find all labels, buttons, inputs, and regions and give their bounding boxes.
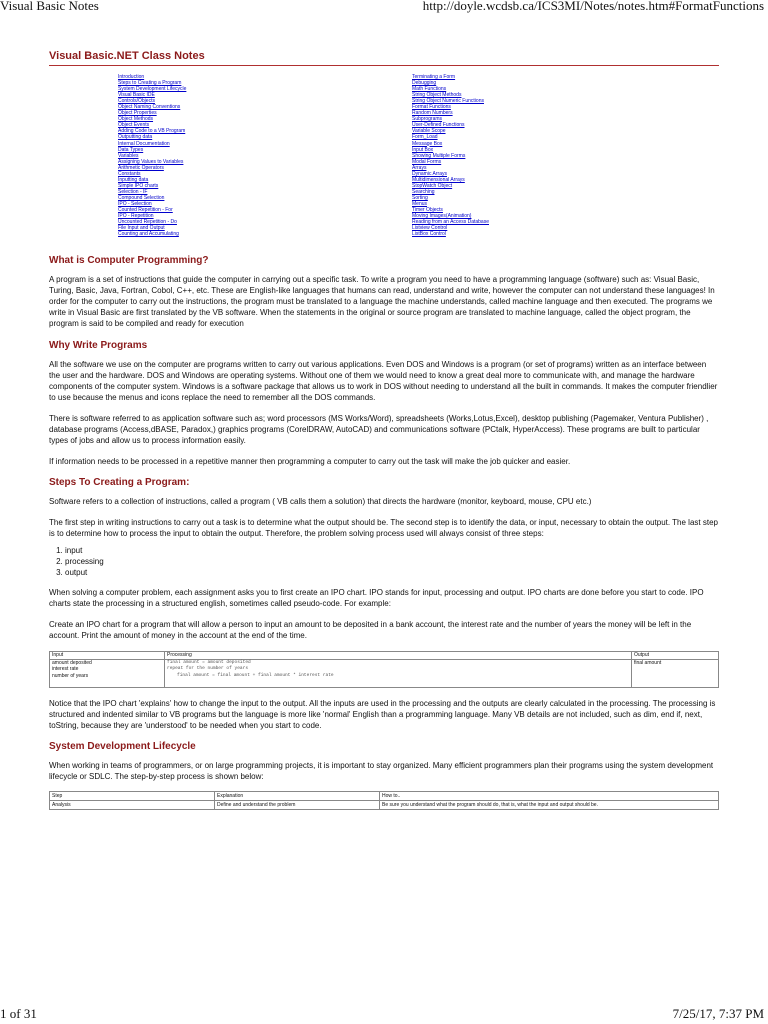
toc-link-format-functions[interactable]: Format Functions [412,104,451,111]
toc-link-reading-from-an-access-database[interactable]: Reading from an Access Database [412,219,489,226]
toc-link-outputting-data[interactable]: Outputting data [118,134,153,141]
sdlc-table [49,791,719,810]
toc-link-ipo-repetition[interactable]: IPO - Repetition [118,213,154,220]
toc-link-string-object-numeric-functions[interactable]: String Object Numeric Functions [412,98,484,105]
heading-why-write-programs: Why Write Programs [49,340,148,352]
toc-link-input-box[interactable]: Input Box [412,146,434,153]
toc-link-variable-scope[interactable]: Variable Scope [412,128,446,135]
toc-link-string-object-methods[interactable]: String Object Methods [412,92,462,99]
output-cell: final amount [632,659,719,687]
toc-link-arithmetic-operators[interactable]: Arithmetic Operators [118,164,164,171]
table-header-row [50,652,719,660]
page-count: 1 of 31 [0,1006,37,1021]
list-item: 1. input [65,545,719,556]
toc-link-ipo-selection[interactable]: IPO - Selection [118,200,152,207]
header-how-to: How to.. [380,791,719,800]
toc-link-object-events[interactable]: Object Events [118,122,150,129]
toc-link-showing-multiple-forms[interactable]: Showing Multiple Forms [412,152,466,159]
toc-link-object-methods[interactable]: Object Methods [118,116,154,123]
toc-link-menus[interactable]: Menus [412,200,428,207]
toc-link-assigning-values-to-variables[interactable]: Assigning Values to Variables [118,158,184,165]
table-of-contents [49,74,719,237]
header-step: Step [50,791,215,800]
toc-link-math-functions[interactable]: Math Functions [412,86,447,93]
toc-link-timer-objects[interactable]: Timer Objects [412,207,443,214]
ipo-chart-table [49,651,719,688]
toc-link-counted-repetition-for[interactable]: Counted Repetition - For [118,207,173,214]
toc-link-controls-objects[interactable]: Controls/Objects [118,98,155,105]
header-processing: Processing [165,652,632,660]
paragraph: There is software referred to as application software such as; word processors (MS Works/Word), spreadsheets (Works,Lotus,Excel), desktop publishing (Pagemaker, Ventura Publisher) , database programs (Access,dBASE, Paradox,) graphics programs (CorelDRAW, AutoCAD) and communications software (PCtalk, HyperAccess). These programs are built to particular types of jobs and allow us to process information easily. [49,414,709,446]
toc-left-column [49,74,412,237]
toc-link-modal-forms[interactable]: Modal Forms [412,158,442,165]
toc-link-data-types[interactable]: Data Types [118,146,144,153]
list-item: 3. output [65,567,719,578]
paragraph: If information needs to be processed in a repetitive manner then programming a computer to carry out the task will make the job quicker and easier. [49,457,571,467]
toc-link-selection-if[interactable]: Selection - IF [118,188,148,195]
table-header-row [50,791,719,800]
toc-link-sorting[interactable]: Sorting [412,194,428,201]
toc-link-user-defined-functions[interactable]: User-Defined Functions [412,122,465,129]
header-explanation: Explanation [215,791,380,800]
toc-link-introduction[interactable]: Introduction [118,74,145,80]
input-item: number of years [52,672,89,679]
toc-link-visual-basic-ide[interactable]: Visual Basic IDE [118,92,155,99]
browser-page-title: Visual Basic Notes [0,0,99,13]
toc-link-variables[interactable]: Variables [118,152,139,159]
page-url: http://doyle.wcdsb.ca/ICS3MI/Notes/notes.htm#FormatFunctions [422,0,764,13]
table-row [50,659,719,687]
paragraph: A program is a set of instructions that guide the computer in carrying out a specific task. To write a program you need to have a programming language (software) such as: Visual Basic, Turing, Basic, Java, Fortran, Cobol, C++, etc. These are English-like languages that humans can read, understand and write, however the computer can not understand these languages! In order for the computer to carry out the instructions, the program must be translated to a language the machine understands, called machine language and then executed. The programs we write in Visual Basic are first translated by the VB software. When the statements in the original or source program are translated to machine language, called the object program, the program is said to be compiled and ready for execution [49,275,715,329]
print-datetime: 7/25/17, 7:37 PM [672,1006,764,1021]
document-body [49,50,719,810]
toc-link-constants[interactable]: Constants [118,170,141,177]
toc-link-multidimensional-arrays[interactable]: Multidimensional Arrays [412,176,465,183]
header-output: Output [632,652,719,660]
toc-link-uncounted-repetition-do[interactable]: Uncounted Repetition - Do [118,219,177,226]
toc-link-counting-and-accumulating[interactable]: Counting and Accumulating [118,231,179,238]
toc-link-listview-control[interactable]: Listview Control [412,225,448,232]
processing-line: repeat for the number of years [167,666,249,672]
doc-title: Visual Basic.NET Class Notes [49,50,719,66]
toc-link-compound-selection[interactable]: Compound Selection [118,194,165,201]
steps-list [49,545,719,578]
cell-how-to: Be sure you understand what the program should do, that is, what the input and output should be. [380,800,719,809]
toc-link-searching[interactable]: Searching [412,188,435,195]
paragraph: When working in teams of programmers, or on large programming projects, it is important to stay organized. Many efficient programmers plan their programs using the system development lifecycle or SDLC. The step-by-step process is shown below: [49,760,714,781]
input-item: amount deposited [52,659,92,666]
paragraph: Create an IPO chart for a program that will allow a person to input an amount to be deposited in a bank account, the interest rate and the number of years the money will be left in the account. Print the amount of money in the account at the end of the time. [49,620,692,641]
paragraph: The first step in writing instructions to carry out a task is to determine what the output should be. The second step is to identify the data, or input, necessary to obtain the output. The last step is to determine how to process the input to obtain the output. Therefore, the problem solving process used will always consist of three steps: [49,518,718,539]
input-cell [50,659,165,687]
toc-link-adding-code-to-a-vb-program[interactable]: Adding Code to a VB Program [118,128,186,135]
processing-line: final amount = amount deposited [167,659,251,665]
toc-link-simple-ipo-charts[interactable]: Simple IPO charts [118,182,159,189]
toc-link-dynamic-arrays[interactable]: Dynamic Arrays [412,170,448,177]
toc-link-debugging[interactable]: Debugging [412,80,437,87]
toc-link-subprograms[interactable]: Subprograms [412,116,443,123]
table-row [50,800,719,809]
list-item: 2. processing [65,556,719,567]
toc-link-file-input-and-output[interactable]: File Input and Output [118,225,165,232]
heading-system-development-lifecycle: System Development Lifecycle [49,740,196,752]
toc-link-object-naming-conventions[interactable]: Object Naming Conventions [118,104,181,111]
cell-step: Analysis [50,800,215,809]
paragraph: When solving a computer problem, each assignment asks you to first create an IPO chart. IPO stands for input, processing and output. IPO charts are done before you start to code. IPO charts state the processing in a structured english, sometimes called pseudo-code. For example: [49,588,704,609]
toc-link-form-load[interactable]: Form_Load [412,134,438,141]
toc-link-object-properties[interactable]: Object Properties [118,110,157,117]
paragraph: All the software we use on the computer are programs written to carry out various applications. Even DOS and Windows is a program (or set of programs) written as an interface between the user and the hardware. DOS and Windows are operating systems. Without one of them we would need to know a great deal more to communicate with, and manage the hardware components of the computer system. Windows is a software package that allows us to work in DOS without needing to understand all the built in commands. It makes the computer friendlier to use because the menus and icons replace the need to remember all the DOS commands. [49,360,718,403]
paragraph: Notice that the IPO chart 'explains' how to change the input to the output. All the inputs are used in the processing and the outputs are clearly calculated in the processing. The processing is structured and indented similar to VB programs but the language is more like 'normal' English than a programming language. Many VB details are not included, such as dim, end if, next, toString, because they are 'understood' to be needed when you start to code. [49,698,716,730]
toc-link-inputting-data[interactable]: Inputting data [118,176,149,183]
toc-link-random-numbers[interactable]: Random Numbers [412,110,453,117]
toc-link-system-development-lifecycle[interactable]: System Development Lifecycle [118,86,187,93]
processing-cell [165,659,632,687]
toc-link-arrays[interactable]: Arrays [412,164,427,171]
toc-link-moving-images-animation[interactable]: Moving Images(Animation) [412,213,472,220]
input-item: interest rate [52,666,79,673]
toc-link-internal-documentation[interactable]: Internal Documentation [118,140,170,147]
heading-what-is-programming: What is Computer Programming? [49,255,209,267]
paragraph: Software refers to a collection of instructions, called a program ( VB calls them a solution) that directs the hardware (monitor, keyboard, mouse, CPU etc.) [49,497,592,507]
processing-line: final amount = final amount + final amount * interest rate [177,672,334,678]
toc-link-steps-to-creating-a-program[interactable]: Steps to Creating a Program [118,80,182,87]
heading-steps-to-creating: Steps To Creating a Program: [49,477,190,489]
toc-right-column [412,74,489,237]
toc-link-stopwatch-object[interactable]: StopWatch Object [412,182,453,189]
toc-link-terminating-a-form[interactable]: Terminating a Form [412,74,456,80]
toc-link-listbox-control[interactable]: ListBox Control [412,231,446,238]
header-input: Input [50,652,165,660]
toc-link-message-box[interactable]: Message Box [412,140,443,147]
cell-explanation: Define and understand the problem [215,800,380,809]
